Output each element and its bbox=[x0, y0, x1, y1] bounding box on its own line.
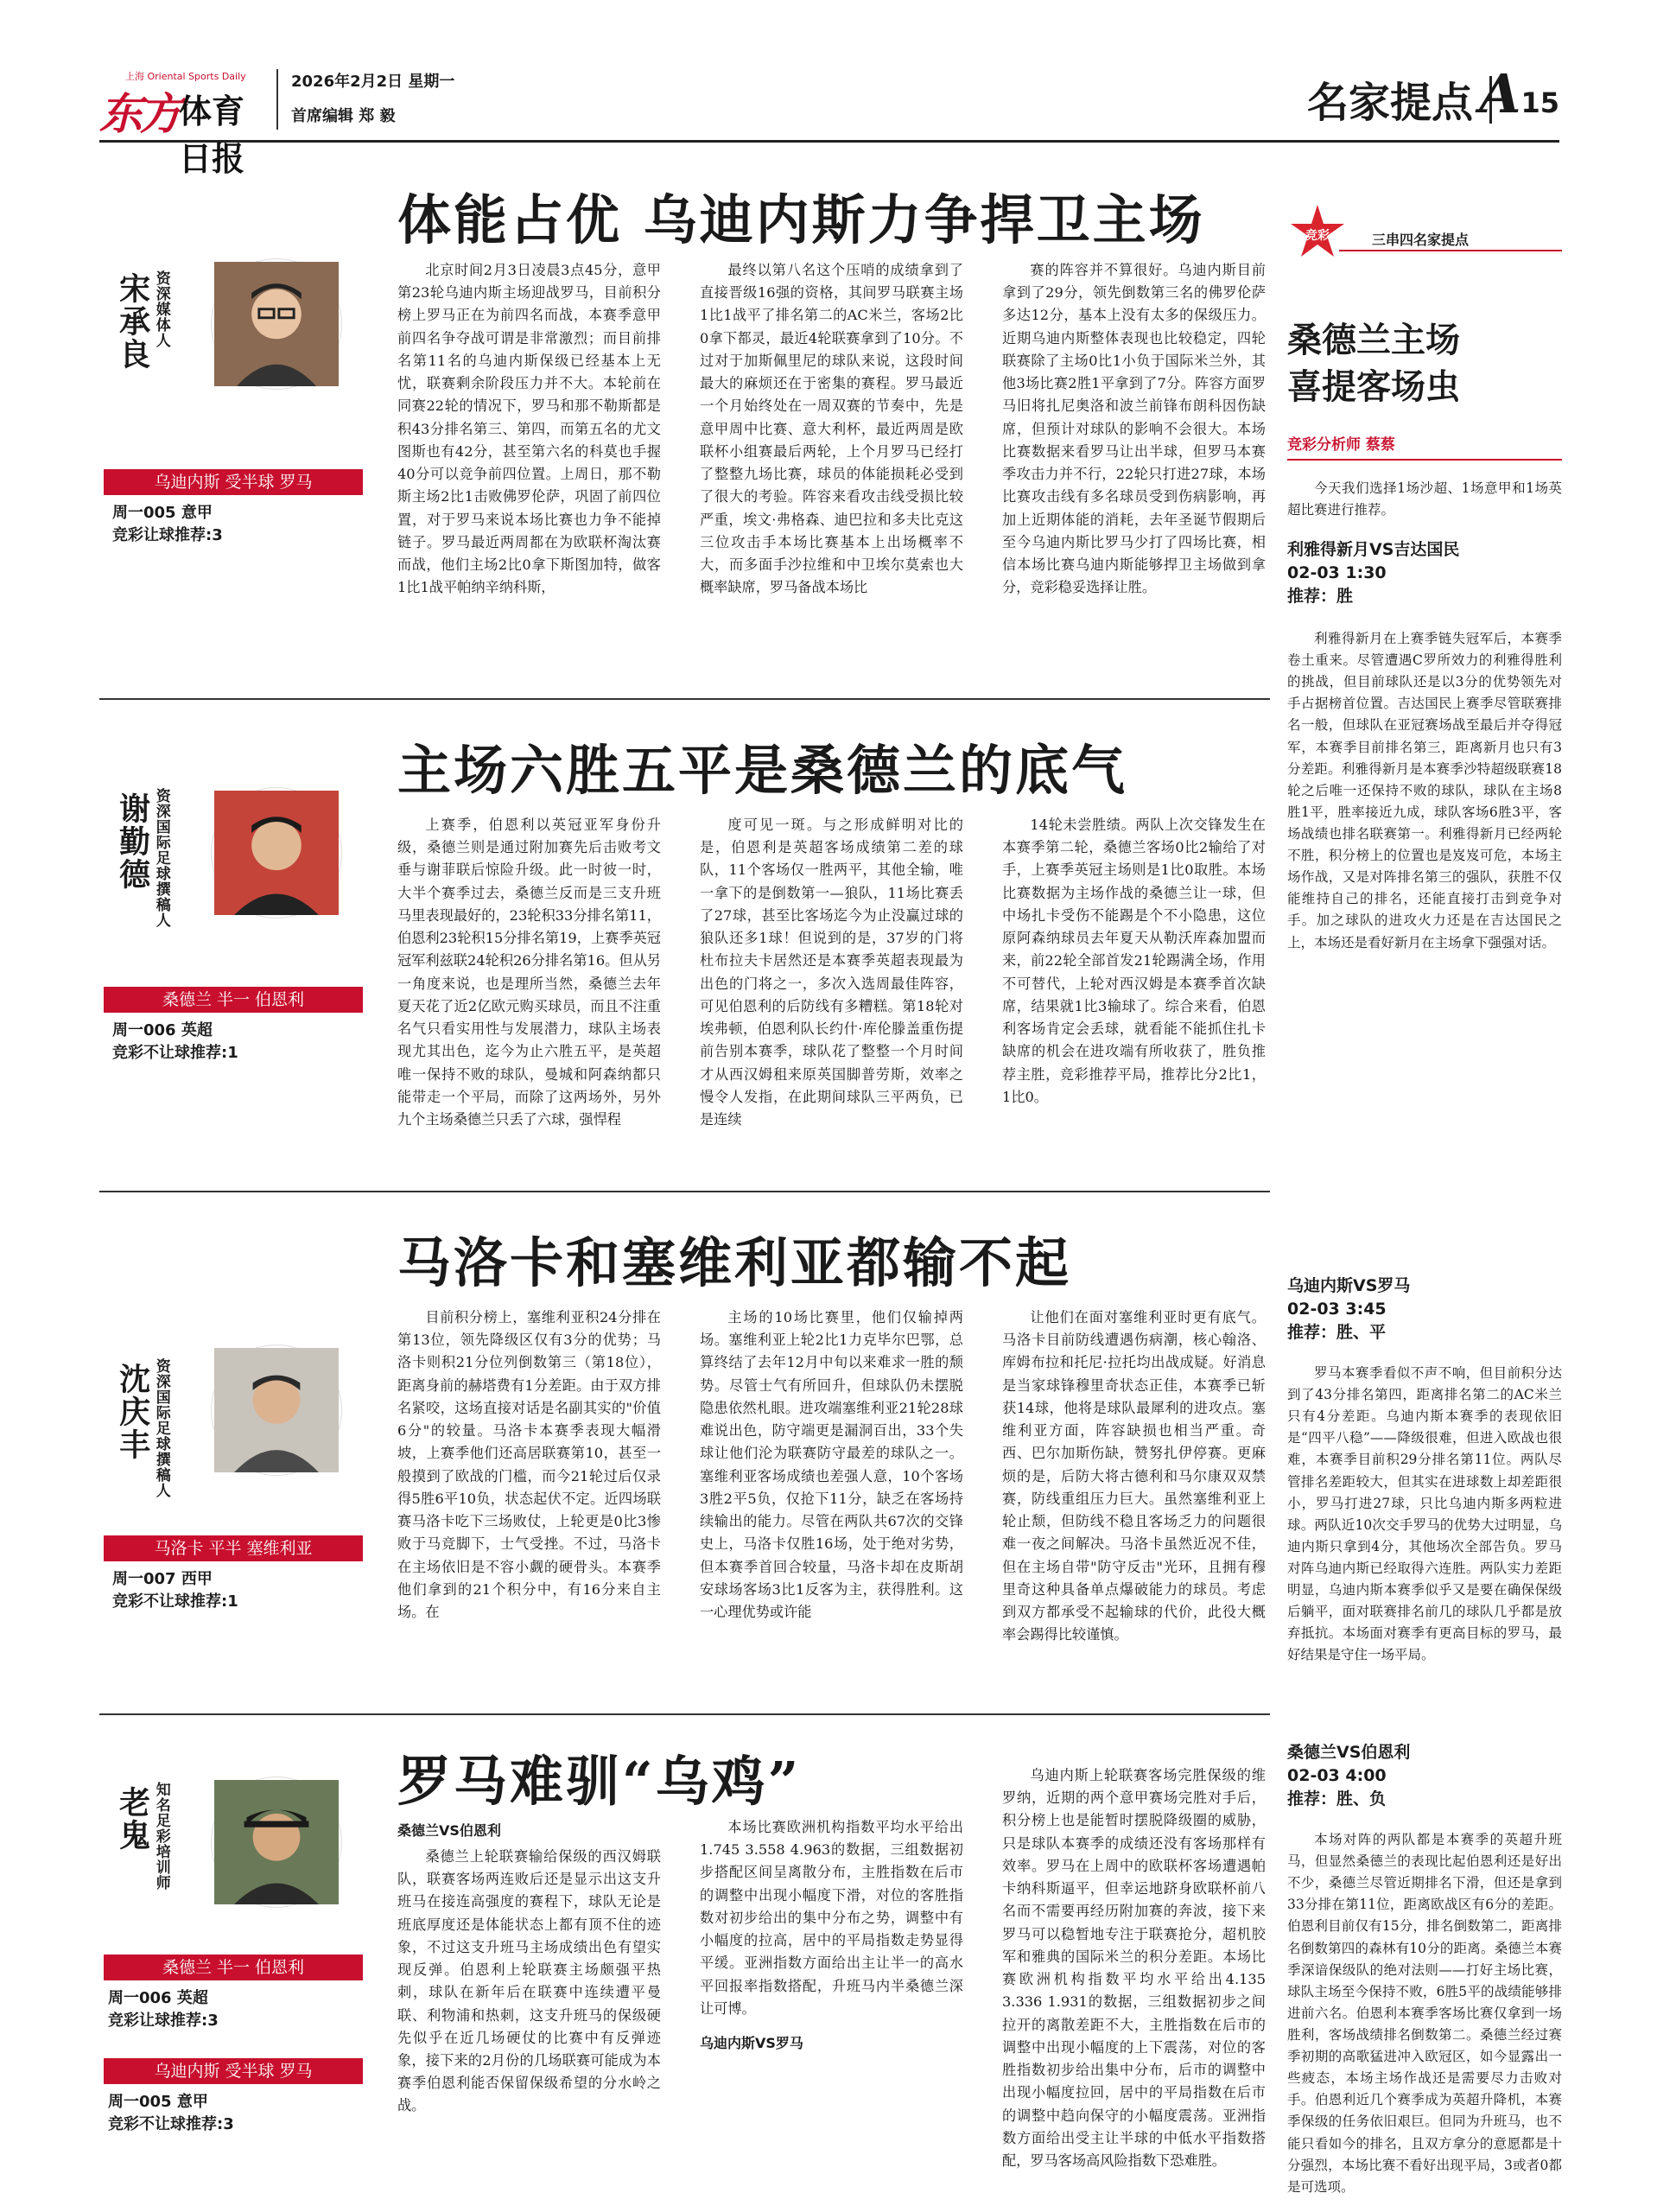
author-title: 资深国际足球撰稿人 bbox=[152, 788, 170, 928]
match-bar: 马洛卡 平半 塞维利亚 bbox=[104, 1535, 363, 1561]
article-3 bbox=[99, 1194, 1270, 1708]
issue-date: 2026年2月2日 星期一 bbox=[291, 73, 455, 91]
article-column: 度可见一斑。与之形成鲜明对比的是，伯恩利是英超客场成绩第二差的球队，11个客场仅一胜两平，其他全输，唯一拿下的是倒数第一—狼队，11场比赛丢了27球，甚至比客场迄今为止没赢过球的狼队还多1球！但说到的是，37岁的门将杜布拉夫卡居然还是本赛季英超表现最为出色的门将之一，多次入选周最佳阵容，可见伯恩利的后防线有多糟糕。第18轮对埃弗顿，伯恩利队长约什·库伦滕盖重伤提前告别本赛季，球队花了整整一个月时间才从西汉姆租来原英国脚普劳斯，效率之慢令人发指，在此期间球队三平两负，已是连续 bbox=[700, 817, 963, 1128]
article-headline[interactable]: 马洛卡和塞维利亚都输不起 bbox=[397, 1231, 1072, 1294]
tip-line: 周一005 意甲 竞彩让球推荐:3 bbox=[112, 504, 223, 545]
author-name: 老鬼 bbox=[114, 1786, 151, 1852]
author-photo bbox=[212, 259, 341, 389]
article-column: 让他们在面对塞维利亚时更有底气。马洛卡目前防线遭遇伤病潮，核心翰洛、库姆布拉和托尼·拉托均出战成疑。好消息是当家球锋穆里奇状态正佳，本赛季已斩获14球，他将是球队最犀利的进攻点。塞维利亚方面，阵容缺损也相当严重。奇西、巴尔加斯伤缺，赞努扎伊停赛。更麻烦的是，后防大将古德利和马尔康双双禁赛，防线重组压力巨大。虽然塞维利亚上轮止颓，但防线不稳且客场乏力的问题很难一夜之间解决。马洛卡虽然近况不佳，但在主场自带"防守反击"光环，且拥有穆里奇这种具备单点爆破能力的球员。考虑到双方都承受不起输球的代价，此役大概率会踢得比较谨慎。 bbox=[1002, 1309, 1266, 1643]
article-column: 桑德兰VS伯恩利 桑德兰上轮联赛输给保级的西汉姆联队，联赛客场两连败后还是显示出这支升班马在接连高强度的赛程下，球队无论是班底厚度还是体能状态上都有顶不住的迹象，不过这支升班马主场成绩出色有望实现反弹。伯恩利上轮联赛主场颇强平热刺，球队在新年后在联赛中连续遭平曼联、利物浦和热刺，这支升班马的保级硬先似乎在近几场硬仗的比赛中有反弹迹象，接下来的2月份的几场联赛可能成为本赛季伯恩利能否保留保级希望的分水岭之战。 bbox=[397, 1816, 661, 2162]
article-column: 本场比赛欧洲机构指数平均水平给出1.745 3.558 4.963的数据，三组数据初步搭配区间呈离散分布，主胜指数在后市的调整中出现小幅度下滑，对位的客胜指数对初步给出的集中分布之势，调整中有小幅度的拉高，居中的平局指数走势显得平缓。亚洲指数方面给出主让半一的高水平回报率指数搭配，升班马内半桑德兰深让可博。 乌迪内斯VS罗马 bbox=[700, 1816, 963, 2162]
sidebar-match-header: 乌迪内斯VS罗马 02-03 3:45 推荐：胜、平 bbox=[1287, 1276, 1411, 1342]
logo-subtitle: 上海 Oriental Sports Daily bbox=[125, 71, 246, 82]
author-title: 资深媒体人 bbox=[152, 270, 170, 348]
chief-editor: 首席编辑 郑 毅 bbox=[291, 107, 396, 125]
sidebar-match-body: 利雅得新月在上赛季链失冠军后，本赛季卷土重来。尽管遭遇C罗所效力的利雅得胜利的挑战，但目前球队还是以3分的优势领先对手占据榜首位置。吉达国民上赛季尽管联赛排名一般，但球队在亚冠赛场战至最后并夺得冠军，本赛季目前排名第三，距离新月也只有3分差距。利雅得新月是本赛季沙特超级联赛18轮之后唯一还保持不败的球队，球队在主场8胜1平，胜率接近九成，球队客场6胜3平，客场战绩也排名联赛第一。利雅得新月已经两轮不胜，积分榜上的位置也是岌岌可危，本场主场作战，又是对阵排名第三的强队，获胜不仅能维持自己的排名，还能直接打击到竞争对手。加之球队的进攻火力还是在吉达国民之上，本场还是看好新月在主场拿下强强对话。 bbox=[1287, 631, 1562, 950]
article-headline[interactable]: 主场六胜五平是桑德兰的底气 bbox=[397, 739, 1128, 802]
sidebar-match-header: 桑德兰VS伯恩利 02-03 4:00 推荐：胜、负 bbox=[1287, 1743, 1411, 1808]
match-subheading: 桑德兰VS伯恩利 bbox=[397, 1822, 501, 1839]
section-divider bbox=[99, 1191, 1270, 1192]
page-number: A15 bbox=[1479, 62, 1559, 125]
masthead-divider bbox=[276, 69, 278, 130]
article-2 bbox=[99, 702, 1270, 1185]
article-column: 赛的阵容并不算很好。乌迪内斯目前拿到了29分，领先倒数第三名的佛罗伦萨多达12分，基本上没有太多的保级压力。近期乌迪内斯整体表现也比较稳定，四轮联赛除了主场0比1小负于国际米兰外，其他3场比赛2胜1平拿到了7分。阵容方面罗马旧将扎尼奥洛和波兰前锋布朗科因伤缺席，但预计对球队的影响不会很大。本场比赛数据来看罗马让出半球，但罗马本赛季攻击力并不行，22轮只打进27球，本场比赛攻击线有多名球员受到伤病影响，再加上近期体能的消耗，去年圣诞节假期后至今乌迪内斯比罗马少打了四场比赛，相信本场比赛乌迪内斯能够捍卫主场做到拿分，竞彩稳妥选择让胜。 bbox=[1002, 262, 1266, 596]
sidebar-match-header: 利雅得新月VS吉达国民 02-03 1:30 推荐：胜 bbox=[1287, 540, 1460, 606]
match-bar: 桑德兰 半一 伯恩利 bbox=[104, 1955, 363, 1980]
article-headline[interactable]: 体能占优 乌迪内斯力争捍卫主场 bbox=[397, 188, 1205, 251]
match-bar: 乌迪内斯 受半球 罗马 bbox=[104, 469, 363, 495]
section-divider bbox=[99, 698, 1270, 700]
author-photo bbox=[212, 788, 341, 918]
sidebar-intro: 今天我们选择1场沙超、1场意甲和1场英超比赛进行推荐。 bbox=[1287, 480, 1562, 518]
logo-red-text: 东方 bbox=[99, 88, 179, 139]
article-column: 北京时间2月3日凌晨3点45分，意甲第23轮乌迪内斯主场迎战罗马，目前积分榜上罗马正在为前四名而战，本赛季意甲前四名争夺战可谓是非常激烈；而目前排名第11名的乌迪内斯保级已经基本上无忧，联赛剩余阶段压力并不大。本轮前在同赛22轮的情况下，罗马和那不勒斯都是积43分排名第三、第四，而第五名的尤文图斯也有42分，甚至第六名的科莫也手握40分可以竞争前四位置。上周日，那不勒斯主场2比1击败佛罗伦萨，巩固了前四位置，对于罗马来说本场比赛也力争不能掉链子。罗马最近两周都在为欧联杯淘汰赛而战，他们主场2比0拿下斯图加特，做客1比1战平帕纳辛纳科斯， bbox=[397, 262, 661, 596]
article-column: 目前积分榜上，塞维利亚积24分排在第13位，领先降级区仅有3分的优势；马洛卡则积21分位列倒数第三（第18位），距离身前的赫塔费有1分差距。由于双方排名紧咬，这场直接对话是名副其实的"价值6分"的较量。马洛卡本赛季表现大幅滑坡，上赛季他们还高居联赛第10，甚至一般摸到了欧战的门槛，而今21轮过后仅录得5胜6平10负，状态起伏不定。近四场联赛马洛卡吃下三场败仗，上轮更是0比3惨败于马竞脚下，士气受挫。不过，马洛卡在主场依旧是不容小觑的硬骨头。本赛季他们拿到的21个积分中，有16分来自主场。在 bbox=[397, 1309, 661, 1621]
article-column: 主场的10场比赛里，他们仅输掉两场。塞维利亚上轮2比1力克毕尔巴鄂，总算终结了去年12月中旬以来难求一胜的颓势。尽管士气有所回升，但球队仍未摆脱隐患依然札眼。进攻端塞维利亚21轮28球难说出色，防守端更是漏洞百出，33个失球让他们沦为联赛防守最差的球队之一。塞维利亚客场成绩也差强人意，10个客场3胜2平5负，仅抢下11分，缺乏在客场持续输出的能力。尽管在两队共67次的交锋史上，马洛卡仅胜16场，处于绝对劣势，但本赛季首回合较量，马洛卡却在皮斯胡安球场客场3比1反客为主，获得胜利。这一心理优势或许能 bbox=[700, 1309, 963, 1621]
article-headline[interactable]: 罗马难驯“乌鸡” bbox=[397, 1750, 802, 1813]
author-photo bbox=[212, 1777, 341, 1907]
logo-black-text: 体育日报 bbox=[179, 92, 245, 178]
tip-line: 周一006 英超 竞彩让球推荐:3 bbox=[108, 1989, 219, 2031]
author-photo bbox=[212, 1345, 341, 1475]
section-title: 名家提点 bbox=[1306, 79, 1473, 127]
sidebar-title[interactable]: 桑德兰主场 喜提客场虫 bbox=[1287, 320, 1460, 407]
tip-line: 周一006 英超 竞彩不让球推荐:1 bbox=[112, 1021, 238, 1063]
svg-text:竞彩: 竞彩 bbox=[1305, 229, 1330, 243]
author-title: 知名足彩培训师 bbox=[152, 1782, 170, 1891]
author-title: 资深国际足球撰稿人 bbox=[152, 1358, 170, 1498]
tip-line: 周一007 西甲 竞彩不让球推荐:1 bbox=[112, 1570, 238, 1611]
article-column: 乌迪内斯上轮联赛客场完胜保级的维罗纳，近期的两个意甲赛场完胜对手后，积分榜上也是能暂时摆脱降级圈的威胁，只是球队本赛季的成绩还没有客场那样有效率。罗马在上周中的欧联杯客场遭遇帕卡纳科斯逼平，但幸运地跻身欧联杯前八名而不需要再经历附加赛的奔波，接下来罗马可以稳暂地专注于联赛抢分，超机胶军和雅典的国际米兰的积分差距。本场比赛欧洲机构指数平均水平给出4.135 3.336 1.931的数据，三组数据初步之间拉开的离散差距不大，主胜指数在后市的调整中出现小幅度的上下震荡，对位的客胜指数初步给出集中分布，后市的调整中出现小幅度拉回，居中的平局指数在后市的调整中趋向保守的小幅度震荡。亚洲指数方面给出受主让半球的中低水平指数搭配，罗马客场高风险指数下恐难胜。 bbox=[1002, 1767, 1266, 2169]
newspaper-logo[interactable] bbox=[99, 69, 263, 178]
article-4 bbox=[99, 1717, 1270, 2169]
masthead bbox=[99, 60, 1559, 178]
match-bar: 桑德兰 半一 伯恩利 bbox=[104, 987, 363, 1013]
sidebar-analyst: 竞彩分析师 蔡蔡 bbox=[1287, 432, 1562, 461]
article-1 bbox=[99, 160, 1270, 696]
author-name: 沈庆丰 bbox=[114, 1363, 151, 1461]
sidebar-match-body: 本场对阵的两队都是本赛季的英超升班马，但显然桑德兰的表现比起伯恩利还是好出不少，桑德兰尽管近期排名下滑，但还是拿到33分排在第11位，距离欧战区有6分的差距。伯恩利目前仅有15分，排名倒数第二，距离排名倒数第四的森林有10分的距离。桑德兰本赛季深谙保级队的绝对法则——打好主场比赛，球队主场至今保持不败，6胜5平的战绩能够排进前六名。伯恩利本赛季客场比赛仅拿到一场胜利，客场战绩排名倒数第二。桑德兰经过赛季初期的高歌猛进冲入欧冠区，如今显露出一些疲态，本场主场作战还是需要尽力击败对手。伯恩利近几个赛季成为英超升降机，本赛季保级的任务依旧艰巨。但同为升班马，也不能只看如今的排名，且双方拿分的意愿都是十分强烈，本场比赛不看好出现平局，3或者0都是可选项。 bbox=[1287, 1832, 1562, 2195]
sidebar-match-body: 罗马本赛季看似不声不响，但目前积分达到了43分排名第四，距离排名第二的AC米兰只有4分差距。乌迪内斯本赛季的表现依旧是“四平八稳”——降级很难，但进入欧战也很难，本赛季目前积29分排名第11位。两队尽管排名差距较大，但其实在进球数上却差距很小，罗马打进27球，只比乌迪内斯多两粒进球。两队近10次交手罗马的优势大过明显，乌迪内斯只拿到4分，其他场次全部告负。罗马对阵乌迪内斯已经取得六连胜。两队实力差距明显，乌迪内斯本赛季似乎又是要在确保保级后躺平，面对联赛排名前几的球队几乎都是放弃抵抗。本场面对赛季有更高目标的罗马，最好结果是守住一场平局。 bbox=[1287, 1365, 1562, 1663]
tip-line-2: 周一005 意甲 竞彩不让球推荐:3 bbox=[108, 2093, 234, 2134]
author-name: 谢勤德 bbox=[114, 792, 151, 891]
section-divider bbox=[99, 1713, 1270, 1715]
match-bar-2: 乌迪内斯 受半球 罗马 bbox=[104, 2058, 363, 2084]
article-column: 上赛季，伯恩利以英冠亚军身份升级，桑德兰则是通过附加赛先后击败考文垂与谢菲联后惊险升级。此一时彼一时，大半个赛季过去，桑德兰反而是三支升班马里表现最好的，23轮积33分排名第11，伯恩利23轮积15分排名第19，上赛季英冠冠军利兹联24轮积26分排名第16。但从另一角度来说，也是理所当然，桑德兰去年夏天花了近2亿欧元购买球员，而且不注重名气只看实用性与发展潜力，球队主场表现尤其出色，迄今为止六胜五平，是英超唯一保持不败的球队，曼城和阿森纳都只能带走一个平局，而除了这两场外，另外九个主场桑德兰只丢了六球，强悍程 bbox=[397, 817, 661, 1128]
author-name: 宋承良 bbox=[114, 272, 151, 371]
article-column: 14轮未尝胜绩。两队上次交锋发生在本赛季第二轮，桑德兰客场0比2输给了对手，上赛季英冠主场则是1比0取胜。本场比赛数据为主场作战的桑德兰让一球，但中场扎卡受伤不能踢是个不小隐患，这位原阿森纳球员去年夏天从勒沃库森加盟而来，前22轮全部首发21轮踢满全场，作用不可替代，上轮对西汉姆是本赛季首次缺席，结果就1比3输球了。综合来看，伯恩利客场肯定会丢球，就看能不能抓住扎卡缺席的机会在进攻端有所收获了，胜负推荐主胜，竞彩推荐平局，推荐比分2比1，1比0。 bbox=[1002, 817, 1266, 1105]
article-column: 最终以第八名这个压哨的成绩拿到了直接晋级16强的资格，其间罗马联赛主场1比1战平了排名第二的AC米兰，客场2比0拿下都灵，最近4轮联赛拿到了10分。不过对于加斯佩里尼的球队来说，这段时间最大的麻烦还在于密集的赛程。罗马最近一个月始终处在一周双赛的节奏中，先是意甲周中比赛、意大利杯，最近两周是欧联杯小组赛最后两轮，上个月罗马已经打了整整九场比赛，球员的体能损耗必受到了很大的考验。阵容来看攻击线受损比较严重，埃文·弗格森、迪巴拉和多夫比克这三位攻击手本场比赛基本上出场概率不大，而多面手沙拉维和中卫埃尔莫索也大概率缺席，罗马备战本场比 bbox=[700, 262, 963, 596]
match-subheading: 乌迪内斯VS罗马 bbox=[700, 2035, 803, 2052]
sidebar-kicker: 三串四名家提点 bbox=[1339, 229, 1562, 251]
